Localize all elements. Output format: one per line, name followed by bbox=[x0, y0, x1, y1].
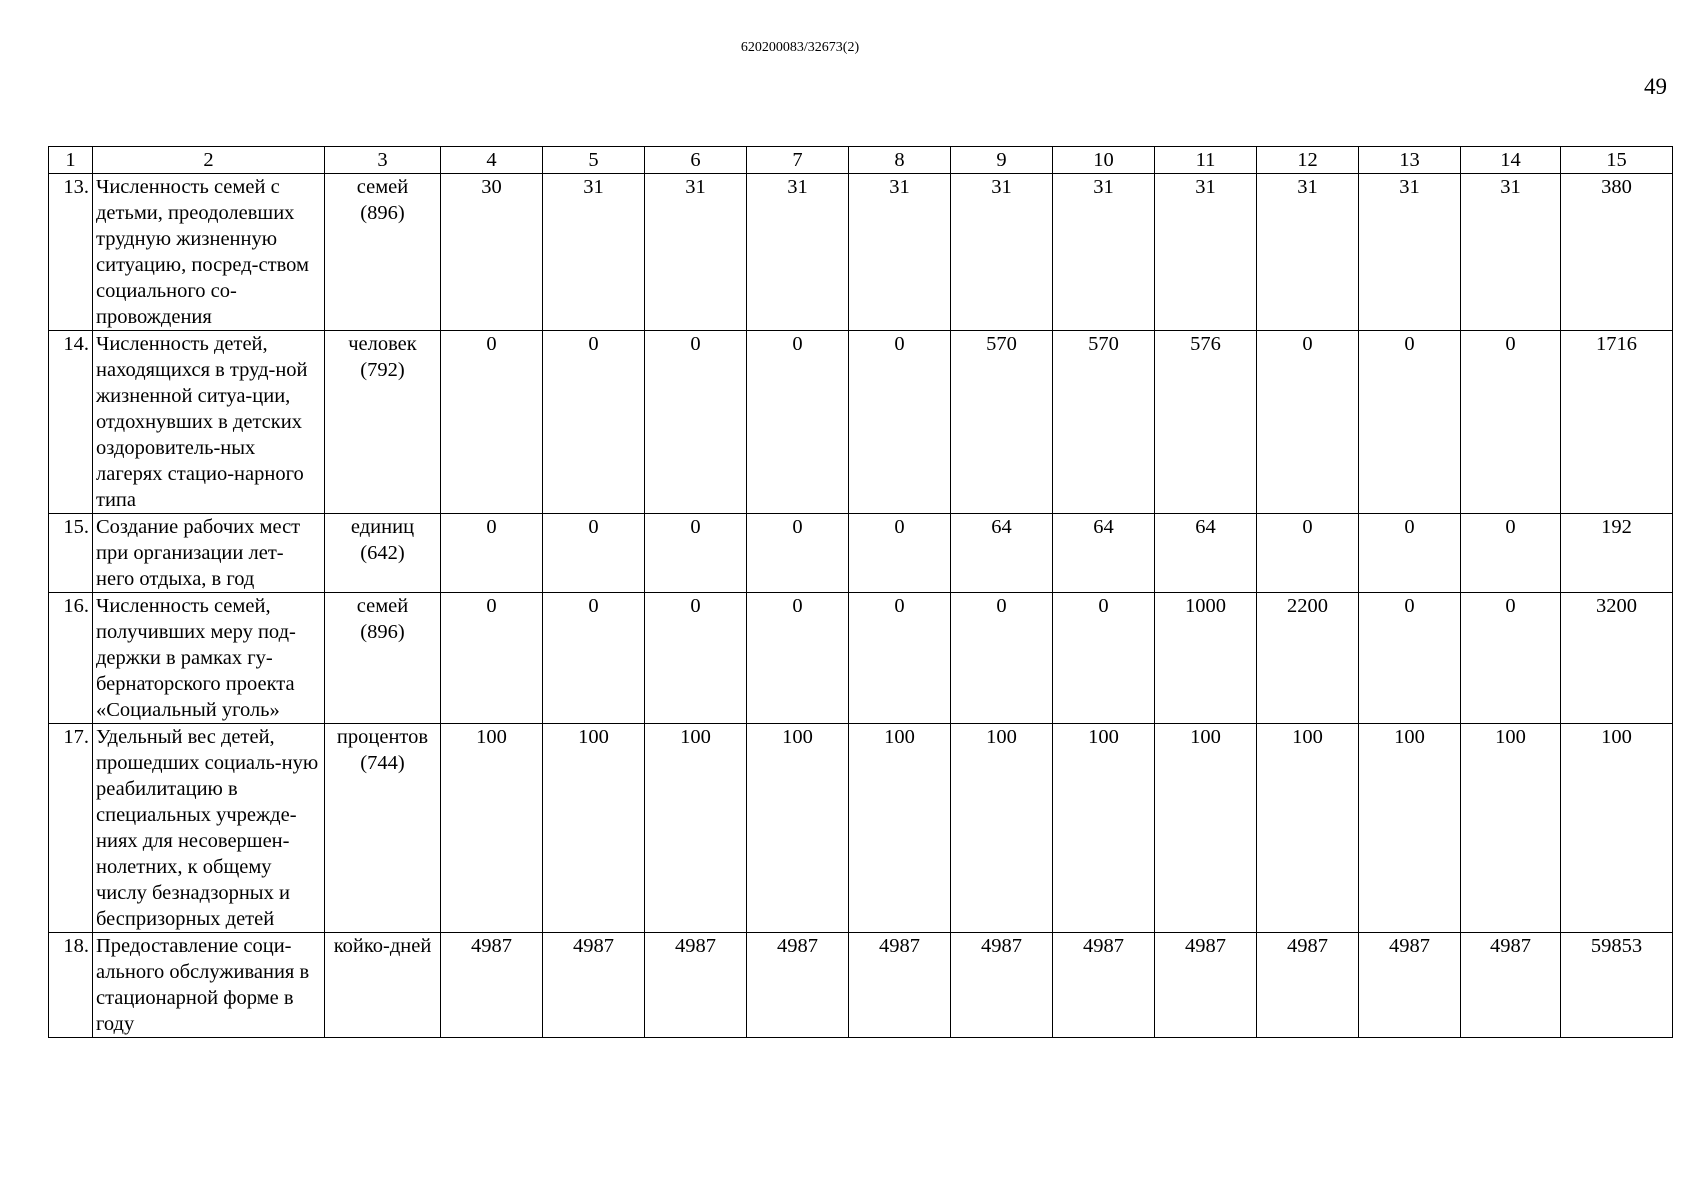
value-cell: 100 bbox=[951, 724, 1053, 933]
column-header: 11 bbox=[1155, 147, 1257, 174]
value-cell: 31 bbox=[1257, 174, 1359, 331]
value-cell: 4987 bbox=[543, 933, 645, 1038]
value-cell: 31 bbox=[1053, 174, 1155, 331]
value-cell: 2200 bbox=[1257, 593, 1359, 724]
column-header: 13 bbox=[1359, 147, 1461, 174]
value-cell: 30 bbox=[441, 174, 543, 331]
table-header-row bbox=[49, 147, 1673, 174]
table-row bbox=[49, 724, 1673, 933]
value-cell: 4987 bbox=[1359, 933, 1461, 1038]
table-row bbox=[49, 331, 1673, 514]
value-cell: 100 bbox=[1257, 724, 1359, 933]
value-cell: 0 bbox=[1461, 593, 1561, 724]
value-cell: 0 bbox=[645, 593, 747, 724]
value-cell: 0 bbox=[543, 514, 645, 593]
value-cell: 64 bbox=[1053, 514, 1155, 593]
unit-cell bbox=[325, 724, 441, 933]
unit-label: семей bbox=[356, 176, 409, 198]
value-cell: 0 bbox=[1461, 514, 1561, 593]
value-cell: 0 bbox=[849, 593, 951, 724]
value-cell: 0 bbox=[441, 331, 543, 514]
unit-code: (744) bbox=[360, 752, 405, 774]
value-cell: 59853 bbox=[1561, 933, 1673, 1038]
row-number: 13. bbox=[49, 174, 93, 331]
value-cell: 0 bbox=[849, 331, 951, 514]
value-cell: 0 bbox=[1359, 514, 1461, 593]
document-id: 620200083/32673(2) bbox=[740, 40, 860, 55]
column-header: 2 bbox=[93, 147, 325, 174]
value-cell: 100 bbox=[1155, 724, 1257, 933]
row-number: 15. bbox=[49, 514, 93, 593]
unit-label: койко-дней bbox=[333, 935, 432, 957]
column-header: 4 bbox=[441, 147, 543, 174]
unit-code: (792) bbox=[360, 359, 405, 381]
value-cell: 0 bbox=[441, 514, 543, 593]
value-cell: 0 bbox=[747, 514, 849, 593]
value-cell: 0 bbox=[951, 593, 1053, 724]
row-number: 18. bbox=[49, 933, 93, 1038]
column-header: 9 bbox=[951, 147, 1053, 174]
value-cell: 31 bbox=[1461, 174, 1561, 331]
indicator-name: Удельный вес детей, прошедших социаль-ную реабилитацию в специальных учрежде-ниях для несовершен-нолетних, к общему числу безнадзорных и беспризорных детей bbox=[93, 724, 325, 933]
table-row bbox=[49, 174, 1673, 331]
value-cell: 0 bbox=[543, 331, 645, 514]
indicator-name: Численность семей, получивших меру под-держки в рамках гу-бернаторского проекта «Социальный уголь» bbox=[93, 593, 325, 724]
unit-label: человек bbox=[348, 333, 417, 355]
value-cell: 100 bbox=[747, 724, 849, 933]
value-cell: 0 bbox=[747, 593, 849, 724]
value-cell: 570 bbox=[1053, 331, 1155, 514]
value-cell: 380 bbox=[1561, 174, 1673, 331]
column-header: 3 bbox=[325, 147, 441, 174]
value-cell: 31 bbox=[645, 174, 747, 331]
value-cell: 4987 bbox=[441, 933, 543, 1038]
value-cell: 4987 bbox=[951, 933, 1053, 1038]
table-row bbox=[49, 933, 1673, 1038]
unit-cell bbox=[325, 514, 441, 593]
table-row bbox=[49, 514, 1673, 593]
value-cell: 100 bbox=[1461, 724, 1561, 933]
column-header: 14 bbox=[1461, 147, 1561, 174]
unit-label: процентов bbox=[336, 726, 429, 748]
row-number: 17. bbox=[49, 724, 93, 933]
column-header: 15 bbox=[1561, 147, 1673, 174]
value-cell: 100 bbox=[849, 724, 951, 933]
unit-cell bbox=[325, 933, 441, 1038]
value-cell: 4987 bbox=[645, 933, 747, 1038]
value-cell: 0 bbox=[849, 514, 951, 593]
value-cell: 100 bbox=[1561, 724, 1673, 933]
value-cell: 570 bbox=[951, 331, 1053, 514]
value-cell: 0 bbox=[645, 514, 747, 593]
value-cell: 0 bbox=[1461, 331, 1561, 514]
indicator-name: Численность семей с детьми, преодолевших трудную жизненную ситуацию, посред-ством социального со-провождения bbox=[93, 174, 325, 331]
unit-cell bbox=[325, 331, 441, 514]
unit-code: (896) bbox=[360, 202, 405, 224]
column-header: 10 bbox=[1053, 147, 1155, 174]
value-cell: 100 bbox=[1359, 724, 1461, 933]
column-header: 8 bbox=[849, 147, 951, 174]
value-cell: 576 bbox=[1155, 331, 1257, 514]
value-cell: 100 bbox=[1053, 724, 1155, 933]
column-header: 12 bbox=[1257, 147, 1359, 174]
value-cell: 192 bbox=[1561, 514, 1673, 593]
value-cell: 1000 bbox=[1155, 593, 1257, 724]
value-cell: 4987 bbox=[1257, 933, 1359, 1038]
unit-label: семей bbox=[356, 595, 409, 617]
value-cell: 0 bbox=[747, 331, 849, 514]
value-cell: 4987 bbox=[747, 933, 849, 1038]
value-cell: 100 bbox=[543, 724, 645, 933]
value-cell: 0 bbox=[441, 593, 543, 724]
indicator-name: Предоставление соци-ального обслуживания в стационарной форме в году bbox=[93, 933, 325, 1038]
value-cell: 0 bbox=[1257, 514, 1359, 593]
unit-cell bbox=[325, 174, 441, 331]
value-cell: 4987 bbox=[1053, 933, 1155, 1038]
value-cell: 0 bbox=[1053, 593, 1155, 724]
row-number: 16. bbox=[49, 593, 93, 724]
value-cell: 31 bbox=[543, 174, 645, 331]
value-cell: 0 bbox=[1359, 593, 1461, 724]
column-header: 1 bbox=[49, 147, 93, 174]
value-cell: 100 bbox=[441, 724, 543, 933]
value-cell: 0 bbox=[1257, 331, 1359, 514]
indicator-name: Численность детей, находящихся в труд-ной жизненной ситуа-ции, отдохнувших в детских оздоровитель-ных лагерях стацио-нарного типа bbox=[93, 331, 325, 514]
value-cell: 64 bbox=[951, 514, 1053, 593]
table-row bbox=[49, 593, 1673, 724]
value-cell: 0 bbox=[645, 331, 747, 514]
value-cell: 64 bbox=[1155, 514, 1257, 593]
column-header: 5 bbox=[543, 147, 645, 174]
value-cell: 0 bbox=[543, 593, 645, 724]
data-table bbox=[48, 146, 1673, 1038]
value-cell: 3200 bbox=[1561, 593, 1673, 724]
unit-code: (896) bbox=[360, 621, 405, 643]
value-cell: 4987 bbox=[1461, 933, 1561, 1038]
page-number: 49 bbox=[1644, 74, 1667, 99]
unit-cell bbox=[325, 593, 441, 724]
row-number: 14. bbox=[49, 331, 93, 514]
value-cell: 31 bbox=[1359, 174, 1461, 331]
column-header: 7 bbox=[747, 147, 849, 174]
column-header: 6 bbox=[645, 147, 747, 174]
value-cell: 4987 bbox=[1155, 933, 1257, 1038]
value-cell: 0 bbox=[1359, 331, 1461, 514]
value-cell: 31 bbox=[747, 174, 849, 331]
indicator-name: Создание рабочих мест при организации лет-него отдыха, в год bbox=[93, 514, 325, 593]
value-cell: 4987 bbox=[849, 933, 951, 1038]
value-cell: 31 bbox=[849, 174, 951, 331]
unit-code: (642) bbox=[360, 542, 405, 564]
value-cell: 31 bbox=[1155, 174, 1257, 331]
value-cell: 100 bbox=[645, 724, 747, 933]
value-cell: 1716 bbox=[1561, 331, 1673, 514]
value-cell: 31 bbox=[951, 174, 1053, 331]
unit-label: единиц bbox=[350, 516, 415, 538]
